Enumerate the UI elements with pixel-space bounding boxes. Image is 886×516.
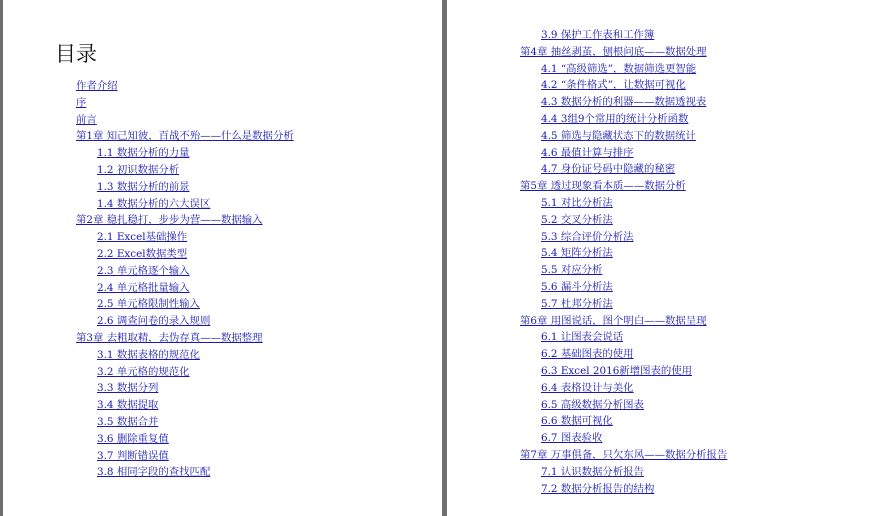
toc-section-link[interactable]: 5.1 对比分析法 — [541, 196, 613, 209]
toc-section-item — [3, 448, 294, 465]
toc-section-item — [447, 195, 727, 212]
toc-chapter-link[interactable]: 第4章 抽丝剥茧，刨根问底——数据处理 — [520, 45, 707, 58]
toc-chapter-item — [3, 128, 294, 145]
toc-section-link[interactable]: 6.7 图表验收 — [541, 432, 603, 445]
toc-list-right — [447, 27, 727, 497]
toc-section-item — [447, 111, 727, 128]
toc-section-item — [447, 229, 727, 246]
toc-section-link[interactable]: 6.6 数据可视化 — [541, 415, 613, 428]
toc-chapter-item — [3, 78, 294, 95]
toc-section-link[interactable]: 2.3 单元格逐个输入 — [97, 264, 190, 277]
toc-section-link[interactable]: 3.6 删除重复值 — [97, 432, 169, 445]
toc-title: 目录 — [55, 42, 97, 66]
toc-section-link[interactable]: 3.5 数据合并 — [97, 415, 159, 428]
toc-section-link[interactable]: 7.2 数据分析报告的结构 — [541, 482, 655, 495]
toc-chapter-item — [3, 112, 294, 129]
toc-section-link[interactable]: 4.2 “条件格式”，让数据可视化 — [541, 79, 686, 92]
toc-section-link[interactable]: 3.4 数据提取 — [97, 399, 159, 412]
toc-section-item — [3, 364, 294, 381]
toc-section-item — [447, 464, 727, 481]
toc-chapter-link[interactable]: 第6章 用图说话，图个明白——数据呈现 — [520, 314, 707, 327]
toc-section-link[interactable]: 5.3 综合评价分析法 — [541, 230, 634, 243]
toc-section-link[interactable]: 1.2 初识数据分析 — [97, 163, 180, 176]
toc-section-link[interactable]: 3.9 保护工作表和工作簿 — [541, 29, 655, 41]
toc-section-link[interactable]: 5.7 杜邦分析法 — [541, 297, 613, 310]
toc-section-item — [447, 27, 727, 44]
toc-section-link[interactable]: 6.1 让图表会说话 — [541, 331, 624, 344]
toc-chapter-item — [447, 447, 727, 464]
toc-section-link[interactable]: 2.2 Excel数据类型 — [97, 247, 188, 260]
toc-section-link[interactable]: 4.3 数据分析的利器——数据透视表 — [541, 96, 707, 109]
toc-section-item — [3, 280, 294, 297]
toc-section-item — [3, 179, 294, 196]
toc-section-item — [3, 380, 294, 397]
toc-section-item — [3, 414, 294, 431]
toc-section-link[interactable]: 4.1 “高级筛选”，数据筛选更智能 — [541, 62, 697, 75]
toc-section-item — [447, 430, 727, 447]
toc-section-item — [3, 431, 294, 448]
toc-section-link[interactable]: 4.6 最值计算与排序 — [541, 146, 634, 159]
right-page — [447, 0, 886, 516]
toc-chapter-item — [3, 330, 294, 347]
toc-section-item — [447, 161, 727, 178]
toc-section-item — [447, 212, 727, 229]
toc-section-item — [3, 347, 294, 364]
toc-section-item — [447, 245, 727, 262]
toc-section-link[interactable]: 4.5 筛选与隐藏状态下的数据统计 — [541, 129, 696, 142]
toc-section-link[interactable]: 4.4 3组9个常用的统计分析函数 — [541, 112, 689, 125]
toc-section-item — [3, 229, 294, 246]
toc-section-item — [447, 413, 727, 430]
toc-section-item — [447, 329, 727, 346]
toc-chapter-link[interactable]: 作者介绍 — [76, 80, 118, 92]
toc-chapter-link[interactable]: 序 — [76, 96, 87, 109]
toc-chapter-link[interactable]: 第1章 知己知彼，百战不殆——什么是数据分析 — [76, 130, 294, 143]
toc-section-item — [3, 296, 294, 313]
toc-section-link[interactable]: 2.4 单元格批量输入 — [97, 281, 190, 294]
toc-section-link[interactable]: 2.5 单元格限制性输入 — [97, 298, 200, 311]
toc-section-link[interactable]: 3.3 数据分列 — [97, 382, 159, 395]
toc-section-link[interactable]: 3.7 判断错误值 — [97, 449, 169, 462]
toc-chapter-item — [447, 178, 727, 195]
toc-section-item — [447, 380, 727, 397]
toc-section-link[interactable]: 6.3 Excel 2016新增图表的使用 — [541, 364, 693, 377]
toc-section-item — [447, 363, 727, 380]
toc-section-item — [3, 145, 294, 162]
toc-section-item — [447, 61, 727, 78]
toc-section-link[interactable]: 5.4 矩阵分析法 — [541, 247, 613, 260]
toc-section-link[interactable]: 3.1 数据表格的规范化 — [97, 348, 200, 361]
toc-section-item — [447, 346, 727, 363]
toc-section-link[interactable]: 1.3 数据分析的前景 — [97, 180, 190, 193]
toc-section-link[interactable]: 5.2 交叉分析法 — [541, 213, 613, 226]
toc-section-link[interactable]: 6.2 基础图表的使用 — [541, 348, 634, 361]
toc-section-item — [3, 263, 294, 280]
toc-section-item — [3, 196, 294, 213]
toc-section-link[interactable]: 4.7 身份证号码中隐藏的秘密 — [541, 163, 676, 176]
toc-chapter-item — [3, 212, 294, 229]
toc-section-item — [447, 397, 727, 414]
toc-chapter-link[interactable]: 前言 — [76, 113, 97, 126]
toc-section-link[interactable]: 1.1 数据分析的力量 — [97, 147, 190, 160]
toc-section-link[interactable]: 5.6 漏斗分析法 — [541, 280, 613, 293]
toc-section-item — [447, 94, 727, 111]
toc-section-item — [447, 481, 727, 498]
toc-section-link[interactable]: 2.1 Excel基础操作 — [97, 231, 188, 244]
toc-section-item — [447, 77, 727, 94]
toc-chapter-item — [447, 313, 727, 330]
toc-chapter-link[interactable]: 第2章 稳扎稳打，步步为营——数据输入 — [76, 214, 263, 227]
toc-list-left — [3, 78, 294, 481]
left-page — [3, 0, 442, 516]
toc-section-item — [447, 262, 727, 279]
toc-section-link[interactable]: 6.5 高级数据分析图表 — [541, 398, 644, 411]
toc-section-item — [3, 162, 294, 179]
toc-chapter-link[interactable]: 第3章 去粗取精，去伪存真——数据整理 — [76, 331, 263, 344]
toc-section-item — [447, 145, 727, 162]
toc-section-item — [3, 246, 294, 263]
toc-section-item — [3, 397, 294, 414]
toc-section-item — [447, 279, 727, 296]
toc-section-link[interactable]: 6.4 表格设计与美化 — [541, 381, 634, 394]
toc-section-link[interactable]: 5.5 对应分析 — [541, 264, 603, 277]
toc-chapter-item — [3, 95, 294, 112]
toc-section-link[interactable]: 1.4 数据分析的六大误区 — [97, 197, 211, 210]
toc-section-link[interactable]: 3.8 相同字段的查找匹配 — [97, 466, 211, 479]
toc-section-item — [447, 296, 727, 313]
toc-section-item — [447, 128, 727, 145]
toc-section-link[interactable]: 3.2 单元格的规范化 — [97, 365, 190, 378]
toc-section-link[interactable]: 2.6 调查问卷的录入规则 — [97, 315, 211, 328]
toc-section-item — [3, 464, 294, 481]
toc-section-link[interactable]: 7.1 认识数据分析报告 — [541, 465, 644, 478]
toc-chapter-link[interactable]: 第5章 透过现象看本质——数据分析 — [520, 180, 686, 193]
toc-section-item — [3, 313, 294, 330]
toc-chapter-link[interactable]: 第7章 万事俱备，只欠东风——数据分析报告 — [520, 448, 728, 461]
toc-chapter-item — [447, 44, 727, 61]
